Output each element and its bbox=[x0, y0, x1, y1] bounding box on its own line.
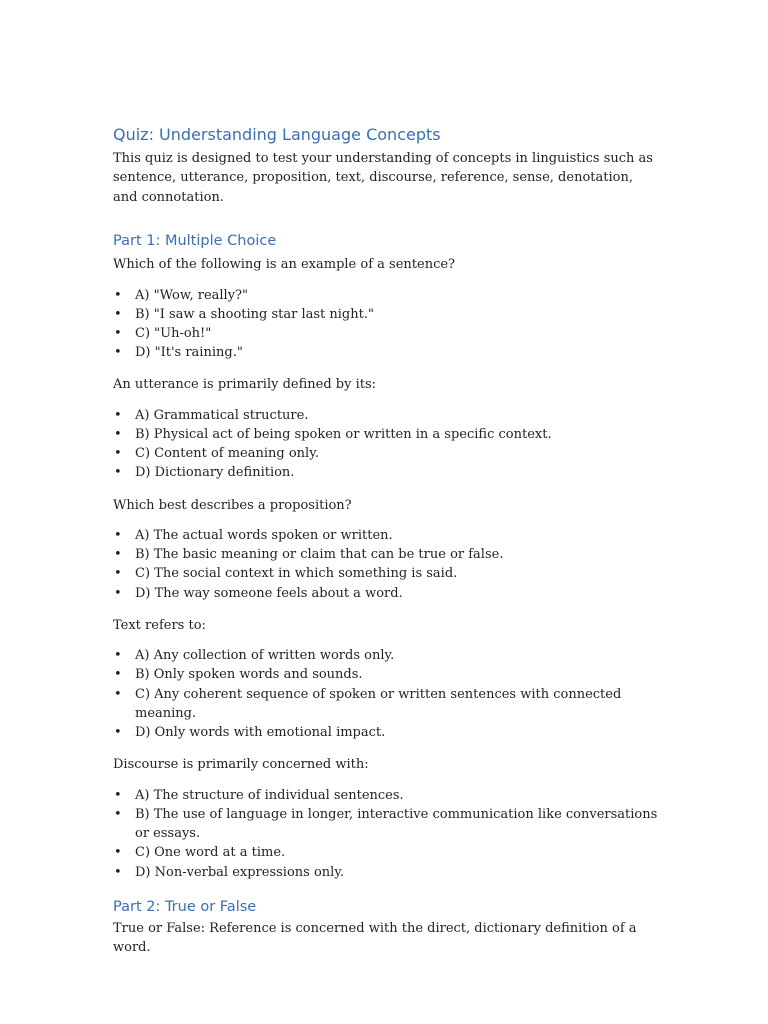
option-item bbox=[113, 526, 658, 545]
bullet-icon: • bbox=[114, 465, 122, 481]
option-item bbox=[113, 665, 658, 684]
option-label: B) The basic meaning or claim that can be true or false. bbox=[135, 547, 504, 563]
bullet-icon: • bbox=[114, 326, 122, 342]
option-item bbox=[113, 805, 658, 843]
option-label: B) Physical act of being spoken or written in a specific context. bbox=[135, 427, 552, 443]
bullet-icon: • bbox=[114, 787, 122, 803]
bullet-icon: • bbox=[114, 528, 122, 544]
bullet-icon: • bbox=[114, 686, 122, 702]
option-item bbox=[113, 863, 658, 882]
question-text: An utterance is primarily defined by its: bbox=[113, 377, 377, 393]
option-label: A) The actual words spoken or written. bbox=[135, 528, 393, 544]
option-label: A) "Wow, really?" bbox=[135, 287, 248, 303]
bullet-icon: • bbox=[114, 566, 122, 582]
option-label: B) Only spoken words and sounds. bbox=[135, 667, 363, 683]
bullet-icon: • bbox=[114, 547, 122, 563]
options-list bbox=[113, 286, 658, 363]
option-item bbox=[113, 286, 658, 305]
bullet-icon: • bbox=[114, 407, 122, 423]
option-label: C) "Uh-oh!" bbox=[135, 326, 212, 342]
bullet-icon: • bbox=[114, 345, 122, 361]
intro-paragraph: This quiz is designed to test your understanding of concepts in linguistics such as sentence, utterance, proposition, text, discourse, reference, sense, denotation, and connotation. bbox=[113, 151, 653, 205]
bullet-icon: • bbox=[114, 585, 122, 601]
question-block bbox=[113, 255, 658, 362]
option-label: D) Only words with emotional impact. bbox=[135, 725, 386, 741]
option-item bbox=[113, 685, 658, 723]
question-block bbox=[113, 496, 658, 603]
option-label: D) Non-verbal expressions only. bbox=[135, 864, 345, 880]
bullet-icon: • bbox=[114, 446, 122, 462]
option-item bbox=[113, 444, 658, 463]
bullet-icon: • bbox=[114, 306, 122, 322]
bullet-icon: • bbox=[114, 725, 122, 741]
page-title: Quiz: Understanding Language Concepts bbox=[113, 125, 441, 144]
bullet-icon: • bbox=[114, 667, 122, 683]
option-label: D) "It's raining." bbox=[135, 345, 243, 361]
part1-heading: Part 1: Multiple Choice bbox=[113, 233, 277, 250]
option-label: A) The structure of individual sentences. bbox=[135, 787, 404, 803]
option-item bbox=[113, 463, 658, 482]
options-list bbox=[113, 526, 658, 603]
question-text: Which best describes a proposition? bbox=[113, 497, 352, 513]
part2-heading: Part 2: True or False bbox=[113, 898, 257, 915]
option-label: B) "I saw a shooting star last night." bbox=[135, 306, 374, 322]
option-label: C) Content of meaning only. bbox=[135, 446, 319, 462]
question-text: Discourse is primarily concerned with: bbox=[113, 757, 369, 773]
options-list bbox=[113, 646, 658, 742]
option-item bbox=[113, 425, 658, 444]
bullet-icon: • bbox=[114, 845, 122, 861]
option-item bbox=[113, 305, 658, 324]
option-label: C) One word at a time. bbox=[135, 845, 286, 861]
option-label: C) The social context in which something is said. bbox=[135, 566, 458, 582]
question-block bbox=[113, 755, 658, 881]
option-label: B) The use of language in longer, interactive communication like conversations or essays. bbox=[135, 806, 658, 842]
option-item bbox=[113, 406, 658, 425]
option-label: A) Any collection of written words only. bbox=[135, 648, 395, 664]
options-list bbox=[113, 406, 658, 483]
option-item bbox=[113, 786, 658, 805]
option-item bbox=[113, 343, 658, 362]
option-item bbox=[113, 843, 658, 862]
option-label: D) Dictionary definition. bbox=[135, 465, 295, 481]
option-item bbox=[113, 646, 658, 665]
bullet-icon: • bbox=[114, 287, 122, 303]
question-block bbox=[113, 375, 658, 482]
option-item bbox=[113, 584, 658, 603]
true-false-statement: True or False: Reference is concerned with the direct, dictionary definition of a word. bbox=[113, 920, 637, 956]
bullet-icon: • bbox=[114, 864, 122, 880]
option-label: D) The way someone feels about a word. bbox=[135, 585, 403, 601]
option-item bbox=[113, 324, 658, 343]
bullet-icon: • bbox=[114, 427, 122, 443]
question-block bbox=[113, 616, 658, 742]
bullet-icon: • bbox=[114, 806, 122, 822]
question-text: Text refers to: bbox=[113, 617, 206, 633]
options-list bbox=[113, 786, 658, 882]
option-label: A) Grammatical structure. bbox=[135, 407, 309, 423]
quiz-document bbox=[113, 122, 658, 958]
option-label: C) Any coherent sequence of spoken or written sentences with connected meaning. bbox=[135, 686, 622, 721]
option-item bbox=[113, 564, 658, 583]
bullet-icon: • bbox=[114, 648, 122, 664]
question-text: Which of the following is an example of a sentence? bbox=[113, 257, 456, 273]
option-item bbox=[113, 723, 658, 742]
option-item bbox=[113, 545, 658, 564]
